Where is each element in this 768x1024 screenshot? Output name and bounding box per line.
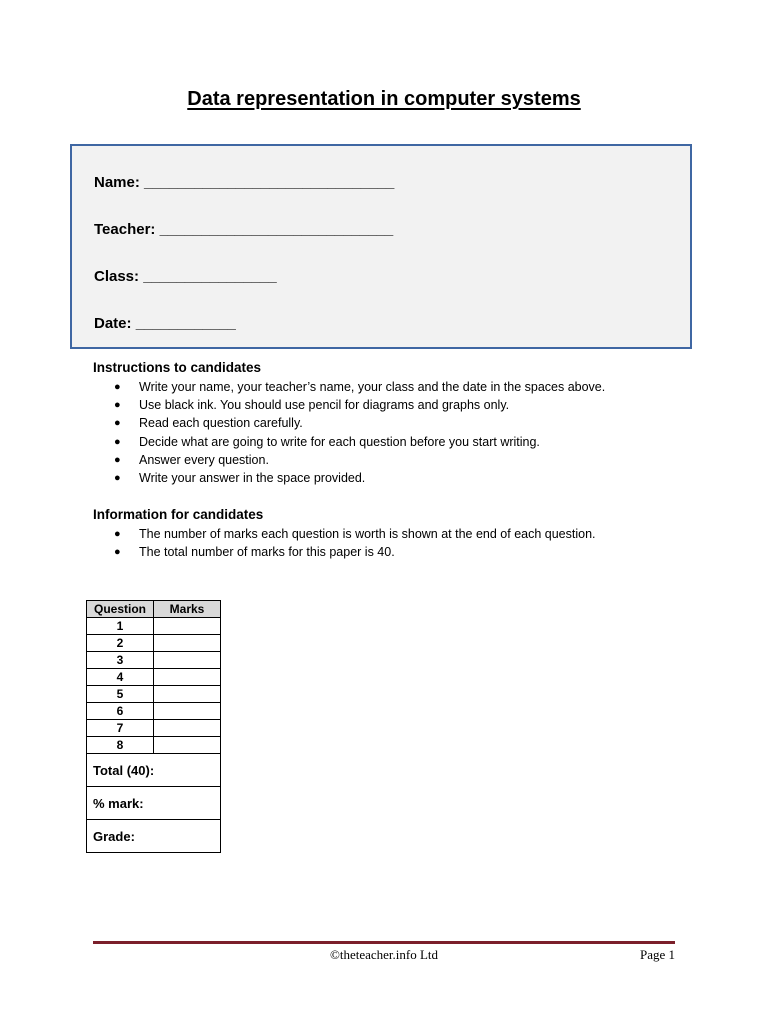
list-item: ● Read each question carefully. (93, 414, 713, 432)
candidate-details-box (70, 144, 692, 349)
marks-cell[interactable] (154, 686, 221, 703)
date-field[interactable] (94, 315, 236, 332)
information-list (93, 525, 713, 561)
teacher-blank[interactable]: ____________________________ (159, 221, 394, 238)
marks-cell[interactable] (154, 669, 221, 686)
table-row (87, 618, 221, 635)
name-label: Name: (94, 174, 140, 191)
information-heading: Information for candidates (93, 507, 264, 523)
list-item: ● Write your answer in the space provided. (93, 469, 713, 487)
list-item: ● Answer every question. (93, 451, 713, 469)
list-item: ● The number of marks each question is worth is shown at the end of each question. (93, 525, 713, 543)
question-column-header: Question (87, 601, 154, 618)
question-number: 6 (87, 703, 154, 720)
question-number: 5 (87, 686, 154, 703)
question-number: 2 (87, 635, 154, 652)
table-row (87, 720, 221, 737)
list-item: ● Decide what are going to write for each question before you start writing. (93, 433, 713, 451)
teacher-field[interactable] (94, 221, 393, 238)
bullet-icon: ● (114, 417, 121, 430)
question-number: 3 (87, 652, 154, 669)
bullet-icon: ● (114, 435, 121, 448)
page-title: Data representation in computer systems (187, 88, 581, 110)
list-item: ● Use black ink. You should use pencil for diagrams and graphs only. (93, 396, 713, 414)
table-row (87, 652, 221, 669)
table-header-row (87, 601, 221, 618)
list-item: ● The total number of marks for this paper is 40. (93, 543, 713, 561)
bullet-icon: ● (114, 381, 121, 393)
table-row (87, 635, 221, 652)
page-number: Page 1 (639, 947, 675, 962)
instructions-section (93, 360, 713, 582)
marks-cell[interactable] (154, 703, 221, 720)
table-row (87, 737, 221, 754)
grade-cell[interactable]: Grade: (87, 820, 221, 853)
bullet-icon: ● (114, 399, 121, 412)
footer-rule (93, 941, 675, 944)
marks-cell[interactable] (154, 618, 221, 635)
list-item: ● Write your name, your teacher’s name, your class and the date in the spaces above. (93, 378, 713, 396)
marks-table (86, 600, 221, 853)
question-number: 1 (87, 618, 154, 635)
question-number: 8 (87, 737, 154, 754)
percent-mark-cell[interactable]: % mark: (87, 787, 221, 820)
question-number: 4 (87, 669, 154, 686)
footer-copyright: ©theteacher.info Ltd (329, 947, 439, 962)
teacher-label: Teacher: (94, 221, 156, 238)
marks-column-header: Marks (154, 601, 221, 618)
grade-row (87, 820, 221, 853)
percent-row (87, 787, 221, 820)
class-blank[interactable]: ________________ (143, 268, 277, 285)
total-cell[interactable]: Total (40): (87, 754, 221, 787)
marks-cell[interactable] (154, 635, 221, 652)
total-row (87, 754, 221, 787)
class-field[interactable] (94, 268, 277, 285)
instructions-list (93, 378, 713, 487)
table-row (87, 669, 221, 686)
marks-cell[interactable] (154, 737, 221, 754)
table-row (87, 703, 221, 720)
question-number: 7 (87, 720, 154, 737)
class-label: Class: (94, 268, 140, 285)
bullet-icon: ● (114, 453, 121, 466)
marks-cell[interactable] (154, 652, 221, 669)
table-row (87, 686, 221, 703)
bullet-icon: ● (114, 472, 121, 485)
bullet-icon: ● (114, 546, 121, 559)
name-blank[interactable]: ______________________________ (144, 174, 395, 191)
instructions-heading: Instructions to candidates (93, 360, 262, 375)
date-blank[interactable]: ____________ (135, 315, 236, 332)
marks-cell[interactable] (154, 720, 221, 737)
bullet-icon: ● (114, 528, 121, 541)
name-field[interactable] (94, 174, 394, 191)
date-label: Date: (94, 315, 132, 332)
